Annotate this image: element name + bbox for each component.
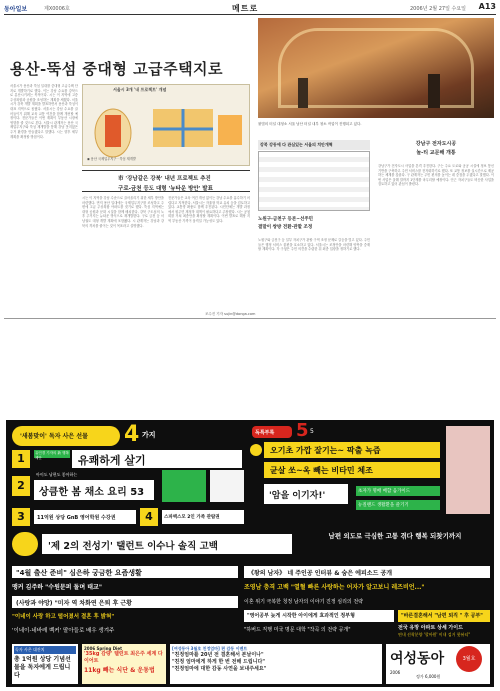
mid-headline: 노원구-금천구 등본~선주민 [258, 217, 314, 222]
story-3: (사랑과 야망) "미자 역 차화연 은퇴 후 근황 [12, 596, 238, 608]
story-c1: 《왕의 남자》 네 주인공 인터뷰 & 숨은 에피소드 공개 [244, 566, 490, 578]
side-headline-2: 놀-티 교문해 개통 [416, 150, 456, 156]
story-5: '이네이-네바레 벡커' 딸아들로 배우 생겨주 [12, 628, 115, 634]
bottom-box-2-head: 2006 Spring Diet [84, 646, 123, 651]
item-2-title: 상큼한 봄 채소 요리 53 [34, 480, 154, 500]
photo-caption: 불법의 터널 대청소 서울 남산 터널 내부 청소 작업이 진행되고 있다. [258, 122, 362, 126]
story-c3: 이혼 위기 극복한 청정 남자의 이야기 진정 심리의 전략 [244, 599, 363, 605]
newspaper-logo: 동아일보 [4, 6, 28, 13]
stories-right [244, 566, 490, 638]
item-2-tag: 아이도 남편도 좋아하는 [36, 472, 78, 477]
magazine-month: 3월호 [456, 646, 482, 672]
magazine-price: 정가 6,000원 [416, 674, 441, 679]
item-4-badge: 4 [140, 508, 158, 526]
magazine-year: 2006 [390, 670, 401, 675]
story-1: "4월 출산 준비" 심은하 궁금한 요즘생활 [12, 566, 238, 578]
food-photo [162, 470, 206, 502]
banner-icon [12, 532, 38, 556]
story-c5: "하버드 직행 미국 명문 대학 "작곡 의 전략 공개" [244, 627, 351, 633]
article-body-col3: 전문가들은 교육 여건 개선 없이는 강남 수요를 흡수하기 어렵다고 지적한다. 서울시는 자율형 학교 유치 등을 검토하고 있다. 교통망 확충도 함께 추진된다. 시민단체는 개발 과정에서 원주민 재정착 대책이 필요하다고 주장했다. 시는 공청회를 거쳐 최종안을 확정할 계획이다. 이번 발표로 해당 지역 부동산 가격이 움직일 가능성도 있다. [168, 196, 250, 223]
model-photo [446, 426, 490, 514]
mid-headline-2: 결말이 쌍방 전환·관할 조정 [258, 225, 313, 230]
table-title: 강북 강동에 다 관심있는 서울의 치안개혁 [258, 140, 370, 150]
story-c4: "영어공부 늦게 시작한 아이에게 효과적인 정부형 [244, 610, 394, 622]
ad-divider [4, 318, 496, 319]
article-body-col1: 서울시가 용산과 뚝섬 일대를 중대형 고급주택 단지로 개발하기로 했다. 이는 강남 수요를 강북으로 분산시키려는 목적이다. 시는 이 지역에 고층 주상복합과 공원을 조성하는 계획을 세웠다. 서울시가 강북 개발 계획을 발표하면서 용산과 뚝섬이 대표 지역으로 꼽혔다. 서울시는 강남 수요를 끌어들이기 위해 교육 교통 여건을 함께 개선할 예정이다. 전문가들은 이번 계획이 부동산 시장에 영향을 줄 것으로 본다. 서울시 관계자는 용산 국제업무지구와 뚝섬 재개발을 통해 강남 못지않은 주거 환경을 만들겠다고 말했다. 시는 향후 세부 계획을 확정할 방침이다. [10, 84, 78, 139]
side-headline: 강남구 전자도시공 [415, 141, 457, 147]
item-1-badge: 1 [12, 450, 30, 468]
gift-tag-label: '새봄맞이' 독자 사은 선물 [20, 433, 88, 440]
article-subhead-box [82, 170, 250, 192]
gift-count: 4 [124, 422, 140, 447]
supplement-1-bullet [250, 444, 262, 456]
bottom-box-3-a: "친정엄마를 20년 전 결혼해서 본날이나" [172, 652, 264, 658]
bottom-box-2-text: '35kg 감량' 텔런트 최은주 세계 다이어트 [84, 651, 163, 664]
supplement-4: 초자가 명배 배합 음가이드 [356, 486, 440, 496]
side-article-body: 강남구가 전자도시 사업을 본격 추진한다. 구는 주요 도로와 공공 시설에 정보 통신 기반을 구축하고 주민 서비스를 전자화하기로 했다. 또 교통 정보를 실시간으로 제공하는 체계를 갖춘다. 구 관계자는 주민 편의를 높이는 데 중점을 두겠다고 말했다. 이번 사업은 올해 말까지 1단계를 마무리할 예정이다. 인근 자치구들도 비슷한 사업을 검토하고 있어 관심이 쏠린다. [378, 164, 494, 187]
supplement-count-unit: 5 [310, 428, 314, 435]
bottom-box-3-b: "친정 엄마에게 하게 한 번 전해 드립니다" [172, 659, 265, 665]
story-2: 맹커 김주하 "수원문퍼 돌며 태교" [12, 584, 102, 591]
tunnel-photo [258, 18, 494, 118]
bottom-box-3 [170, 644, 382, 684]
banner-headline: '제 2의 전성기' 탤런트 이수나 솔직 고백 [42, 534, 292, 554]
story-c6: "바른결혼해서 "남편 퇴직 " 후 공부" [398, 610, 490, 622]
article-subhead: 市 '강남같은 강북' 내년 프로젝트 추진 [118, 176, 211, 182]
item-1-box: 유인경 기자의 新 행복 제안 [35, 451, 69, 460]
item-4-title: 스파맥스모 2인 가족 관람권 [162, 510, 244, 524]
article-headline: 용산-뚝섬 중대형 고급주택지로 [10, 60, 224, 78]
gift-count-unit: 가지 [142, 431, 156, 439]
item-2-badge: 2 [12, 476, 30, 496]
bottom-box-2 [82, 644, 166, 684]
diagram-legend: ◉ 용산 국제업무지구 · 뚝섬 재개발 [87, 157, 136, 161]
supplement-tag: 독특부록 [252, 426, 292, 438]
magazine-advertisement[interactable] [6, 420, 494, 687]
bottom-box-3-c: "친정엄마에 대한 감동 사연을 보내주세요" [172, 666, 267, 672]
issue-number: 제X0006호 [44, 6, 70, 12]
info-table [258, 151, 370, 211]
bottom-box-1 [12, 644, 78, 684]
supplement-5: 뉴질랜드 생활환을 즐기기 [356, 500, 440, 510]
bottom-box-1-head: 독자 사은 대잔치 [14, 646, 76, 654]
page-number: A13 [478, 2, 496, 11]
diagram-title: 서울시 3개 '내 프로젝트' 개념 [113, 87, 167, 92]
publish-date: 2006년 2월 27일 수요일 [409, 6, 466, 12]
story-c8: 연내 선착분양 '할아원' 이내 검거 핫뷰티" [398, 632, 471, 637]
story-c7: 전국 유망 아파트 상세 가이드 [398, 625, 463, 631]
bottom-box-3-head: [여성동아 3월호 친정엄마] 편 감동 이벤트 [172, 646, 248, 651]
stories-left [12, 566, 238, 638]
article-byline: 조수진 기자 sujin@donga.com [205, 312, 256, 316]
banner-right: 남편 외도로 극심한 고통 겪다 행복 되찾기까지 [328, 532, 462, 540]
section-title: 메트로 [232, 4, 259, 13]
magazine-cover-block[interactable] [386, 644, 490, 684]
bottom-box-1-text: 총 1억원 상당 기념선물을 독자에게 드립니다 [14, 656, 71, 679]
story-4: "이네이 사랑 하고 떨어졌서 결혼 후 밝혀" [12, 614, 115, 620]
gift-tag [12, 426, 120, 446]
supplement-2: 균살 쏘~옥 빼는 비타민 체조 [264, 462, 440, 478]
item-1-title: 유쾌하게 살기 [72, 450, 242, 468]
supplement-count: 5 [296, 420, 309, 441]
item-3-badge: 3 [12, 508, 30, 526]
story-c2: 조영남 충격 고백 "열혈 빠른 사랑하는 어자가 알고보니 레즈비언..." [244, 584, 425, 591]
magazine-title: 여성동아 [390, 651, 445, 667]
page-header [4, 2, 496, 15]
item-3-title: 11억원 상당 GnB 영어학원 수강권 [34, 510, 136, 524]
bottom-box-2-text-b: 11kg 빼는 식단 & 운동법 [84, 667, 155, 674]
side-article-head [378, 140, 494, 162]
mid-article-head [258, 216, 370, 236]
mid-article-body: 노원구와 금천구 등 일부 자치구가 관할 구역 조정 문제로 갈등을 빚고 있다. 주민들은 행정 서비스 불편을 호소하고 있다. 서울시는 조정안을 마련해 양측을 중재할 계획이다. 각 구청은 주민 의견을 수렴한 뒤 최종 입장을 정하기로 했다. [258, 238, 370, 252]
food-photo-2 [210, 470, 244, 502]
article-subhead-2: 구로-금천 등도 대형 '뉴타운 방안' 발표 [118, 186, 213, 192]
supplement-1: 오기초 가깝 잘기는~ 팍출 녹즙 [264, 442, 440, 458]
supplement-3: '암을 이기자!' [264, 484, 348, 504]
article-body-col2: 시는 이 지역을 강남 수준으로 끌어올리기 위한 세부 방안을 마련했다. 먼저 용산 일대에는 국제업무지구를 조성하고 주변에 고급 주상복합 아파트를 짓기로 했다. 뚝섬 지역에는 대형 공원과 문화 시설을 함께 배치한다. 강북 구도심의 노후 주거지는 뉴타운 방식으로 재개발한다. 구로 금천 등 서남권도 대형 개발 계획에 포함됐다. 시 관계자는 강남과 강북의 격차를 줄이는 것이 목표라고 설명했다. [82, 196, 164, 228]
diagram-graphic [83, 85, 251, 167]
project-diagram [82, 84, 250, 166]
